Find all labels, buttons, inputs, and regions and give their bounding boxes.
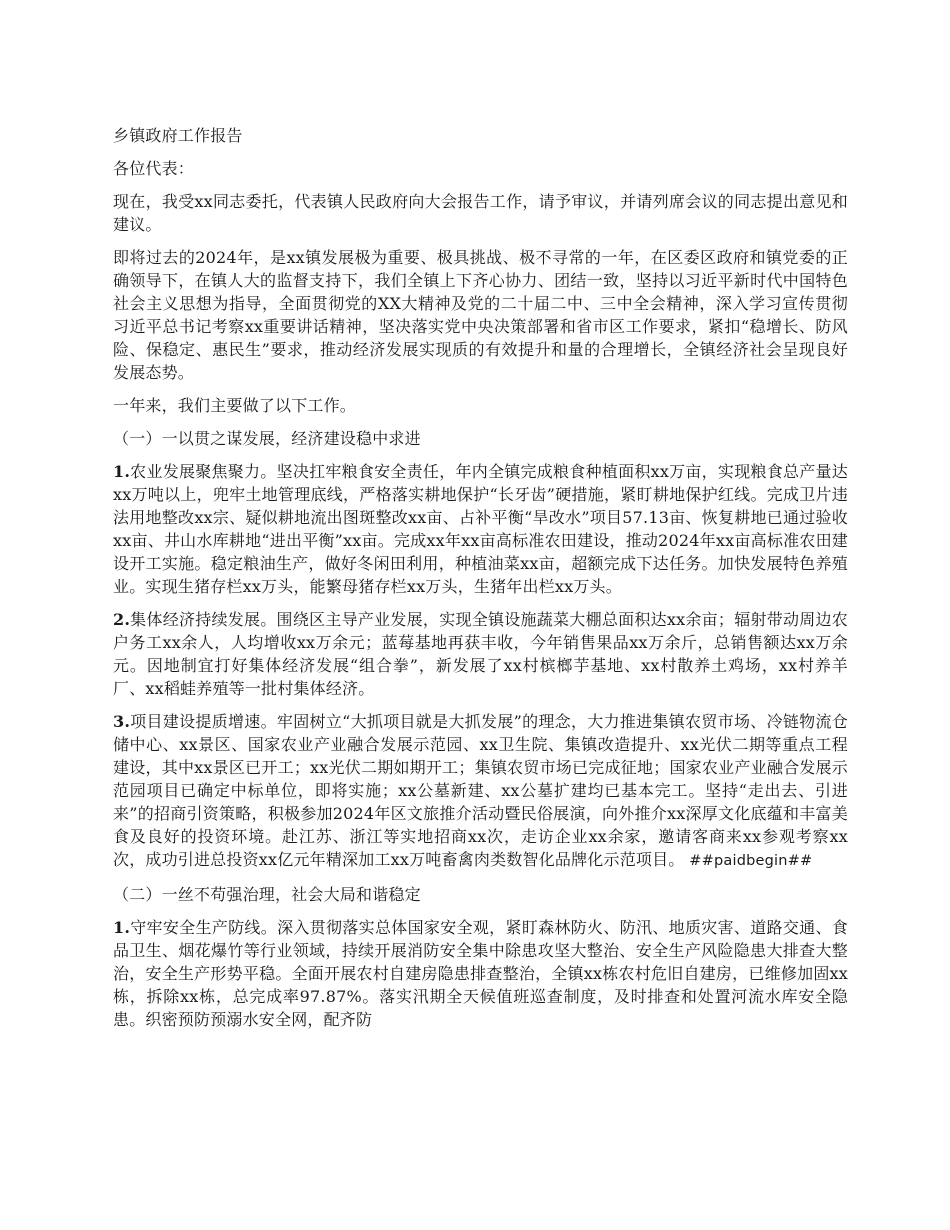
section-2-heading: （二）一丝不苟强治理，社会大局和谐稳定 [113, 885, 421, 904]
salutation: 各位代表： [113, 159, 195, 178]
item-number: 1. [113, 918, 131, 937]
item-number: 2. [113, 610, 131, 629]
section-1-item-1 [113, 460, 848, 598]
document-page [113, 124, 848, 1041]
item-text: 守牢安全生产防线。深入贯彻落实总体国家安全观，紧盯森林防火、防汛、地质灾害、道路交通、食品卫生、烟花爆竹等行业领域，持续开展消防安全集中除患攻坚大整治、安全生产风险隐患大排查大整治，安全生产形势平稳。全面开展农村自建房隐患排查整治，全镇xx栋农村危旧自建房，已维修加固xx栋，拆除xx栋，总完成率97.87%。落实汛期全天候值班巡查制度，及时排查和处置河流水库安全隐患。织密预防预溺水安全网，配齐防 [113, 918, 848, 1029]
overview-paragraph: 即将过去的2024年，是xx镇发展极为重要、极具挑战、极不寻常的一年，在区委区政府和镇党委的正确领导下，在镇人大的监督支持下，我们全镇上下齐心协力、团结一致，坚持以习近平新时代中国特色社会主义思想为指导，全面贯彻党的XX大精神及党的二十届二中、三中全会精神，深入学习宣传贯彻习近平总书记考察xx重要讲话精神，坚决落实党中央决策部署和省市区工作要求，紧扣“稳增长、防风险、保稳定、惠民生”要求，推动经济发展实现质的有效提升和量的合理增长，全镇经济社会呈现良好发展态势。 [113, 248, 848, 382]
item-number: 3. [113, 712, 131, 731]
item-text: 农业发展聚焦聚力。坚决扛牢粮食安全责任，年内全镇完成粮食种植面积xx万亩，实现粮食总产量达xx万吨以上，兜牢土地管理底线，严格落实耕地保护“长牙齿”硬措施，紧盯耕地保护红线。完成卫片违法用地整改xx宗、疑似耕地流出图斑整改xx亩、占补平衡“旱改水”项目57.13亩、恢复耕地已通过验收xx亩、井山水库耕地“进出平衡”xx亩。完成xx年xx亩高标准农田建设，推动2024年xx亩高标准农田建设开工实施。稳定粮油生产，做好冬闲田利用，种植油菜xx亩，超额完成下达任务。加快发展特色养殖业。实现生猪存栏xx万头，能繁母猪存栏xx万头，生猪年出栏xx万头。 [113, 462, 848, 596]
section-1-heading: （一）一以贯之谋发展，经济建设稳中求进 [113, 429, 421, 448]
section-1-item-3 [113, 710, 848, 873]
summary-paragraph: 一年来，我们主要做了以下工作。 [113, 396, 357, 415]
section-2-item-1 [113, 916, 848, 1031]
document-title: 乡镇政府工作报告 [113, 126, 243, 145]
intro-paragraph: 现在，我受xx同志委托，代表镇人民政府向大会报告工作，请予审议，并请列席会议的同志提出意见和建议。 [113, 192, 848, 234]
section-1-item-2 [113, 608, 848, 700]
item-text: 项目建设提质增速。牢固树立“大抓项目就是大抓发展”的理念，大力推进集镇农贸市场、冷链物流仓储中心、xx景区、国家农业产业融合发展示范园、xx卫生院、集镇改造提升、xx光伏二期等重点工程建设，其中xx景区已开工；xx光伏二期如期开工；集镇农贸市场已完成征地；国家农业产业融合发展示范园项目已确定中标单位，即将实施；xx公墓新建、xx公墓扩建均已基本完工。坚持“走出去、引进来”的招商引资策略，积极参加2024年区文旅推介活动暨民俗展演，向外推介xx深厚文化底蕴和丰富美食及良好的投资环境。赴江苏、浙江等实地招商xx次，走访企业xx余家，邀请客商来xx参观考察xx次，成功引进总投资xx亿元年精深加工xx万吨畜禽肉类数智化品牌化示范项目。 [113, 712, 848, 869]
paid-marker: ##paidbegin## [684, 853, 813, 869]
item-number: 1. [113, 462, 131, 481]
item-text: 集体经济持续发展。围绕区主导产业发展，实现全镇设施蔬菜大棚总面积达xx余亩；辐射带动周边农户务工xx余人，人均增收xx万余元；蓝莓基地再获丰收，今年销售果品xx万余斤，总销售额达xx万余元。因地制宜打好集体经济发展“组合拳”，新发展了xx村槟榔芋基地、xx村散养土鸡场，xx村养羊厂、xx稻蛙养殖等一批村集体经济。 [113, 610, 848, 698]
